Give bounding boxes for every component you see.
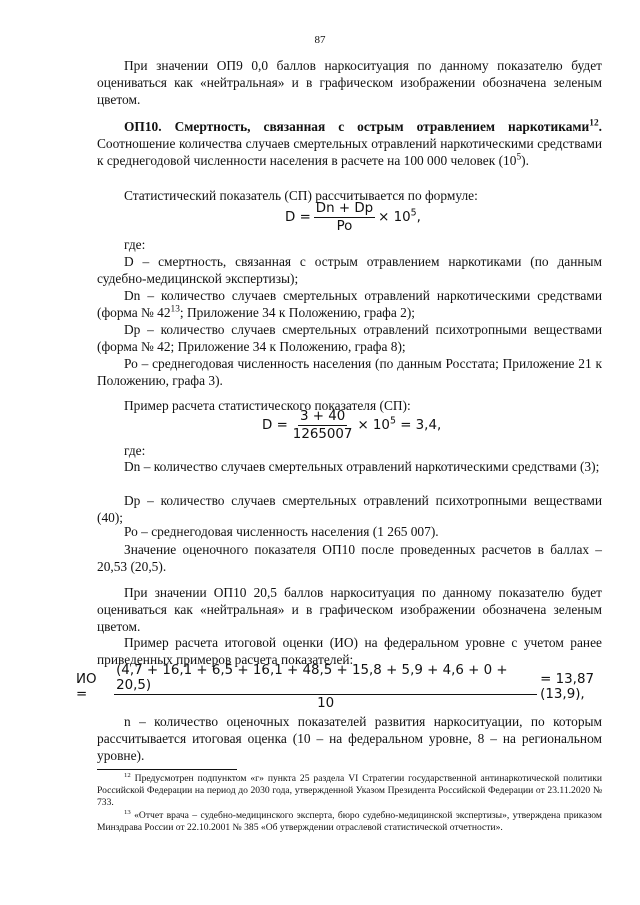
formula-d-lhs: D =	[285, 210, 311, 225]
where-label-2: где:	[124, 443, 146, 458]
definition-dp: Dp – количество случаев смертельных отравлений психотропными веществами (форма № 42; Приложение 34 к Положению, графа 8);	[97, 322, 602, 354]
sp-intro: Статистический показатель (СП) рассчитывается по формуле:	[124, 188, 478, 203]
formula-d	[285, 201, 421, 234]
formula-d-multiplier: × $10^5$,	[378, 207, 421, 225]
io-intro: Пример расчета итоговой оценки (ИО) на федеральном уровне с учетом ранее приведенных примеров расчета показателей:	[97, 635, 602, 667]
formula-io-fraction	[114, 663, 537, 711]
paragraph-op10-result: При значении ОП10 20,5 баллов наркоситуация по данному показателю будет оцениваться как «нейтральная» и в графическом изображении обозначена зеленым цветом.	[97, 585, 602, 634]
definition-dn: Dn – количество случаев смертельных отравлений наркотическими средствами (форма № $42^{13}$; Приложение 34 к Положению, графа 2);	[97, 288, 602, 320]
footnote-13: $^{13}$ «Отчет врача – судебно-медицинского эксперта, бюро судебно-медицинской экспертизы», утверждена приказом Минздрава России от 22.10.2001 № 385 «Об утверждении отраслевой статистической отчетности».	[97, 808, 602, 833]
where-label-1: где:	[124, 237, 146, 252]
op10-description: Соотношение количества случаев смертельных отравлений наркотическими средствами к среднегодовой численности населения в расчете на 100 000 человек $(10^5)$.	[97, 136, 602, 168]
formula-d-fraction	[314, 201, 375, 234]
formula-d-example-result: × $10^5 = 3,4$,	[357, 415, 442, 433]
footnote-divider	[97, 769, 237, 770]
formula-io-denominator: 10	[317, 696, 335, 711]
paragraph-op9-result: При значении ОП9 0,0 баллов наркоситуация по данному показателю будет оцениваться как «нейтральная» и в графическом изображении обозначена зеленым цветом.	[97, 58, 602, 107]
definition-n: n – количество оценочных показателей развития наркоситуации, по которым рассчитывается итоговая оценка (10 – на федеральном уровне, 8 – на региональном уровне).	[97, 714, 602, 763]
footnote-ref-12: 12	[589, 118, 599, 129]
definition-d: D – смертность, связанная с острым отравлением наркотиками (по данным судебно-медицинской экспертизы);	[97, 254, 602, 286]
formula-io-result: = 13,87 (13,9),	[540, 672, 594, 702]
formula-d-numerator: Dn + Dp	[315, 201, 374, 216]
footnote-12: $^{12}$ Предусмотрен подпунктом «г» пункта 25 раздела VI Стратегии государственной антинаркотической политики Российской Федерации на период до 2030 года, утвержденной Указом Президента Российской Федерации от 23.11.2020 № 733.	[97, 771, 602, 808]
footnote-ref-13: 13	[170, 304, 180, 315]
formula-io	[76, 663, 640, 711]
page-number: 87	[314, 34, 326, 46]
formula-d-example-denominator: 1265007	[292, 427, 353, 442]
example-value: Значение оценочного показателя ОП10 после проведенных расчетов в баллах – 20,53 (20,5).	[97, 542, 602, 574]
example-dn: Dn – количество случаев смертельных отравлений наркотическими средствами (3);	[124, 459, 600, 474]
formula-d-example-lhs: D =	[262, 418, 288, 433]
op10-heading: ОП10. Смертность, связанная с острым отравлением наркотиками$^{12}$.	[124, 118, 602, 134]
formula-d-example-numerator: 3 + 40	[299, 409, 346, 424]
formula-io-numerator: (4,7 + 16,1 + 6,5 + 16,1 + 48,5 + 15,8 + 5,9 + 4,6 + 0 + 20,5)	[114, 663, 537, 695]
op10-section	[97, 118, 602, 169]
formula-d-example	[262, 409, 441, 442]
example-po: Ро – среднегодовая численность населения (1 265 007).	[124, 524, 439, 539]
example-dp: Dp – количество случаев смертельных отравлений психотропными веществами (40);	[97, 493, 602, 525]
formula-io-lhs: ИО =	[76, 672, 97, 702]
formula-d-example-fraction	[291, 409, 355, 442]
formula-d-denominator: Po	[336, 219, 353, 234]
example-intro: Пример расчета статистического показателя (СП):	[124, 398, 411, 413]
definition-po: Ро – среднегодовая численность населения (по данным Росстата; Приложение 21 к Положению, графа 3).	[97, 356, 602, 388]
